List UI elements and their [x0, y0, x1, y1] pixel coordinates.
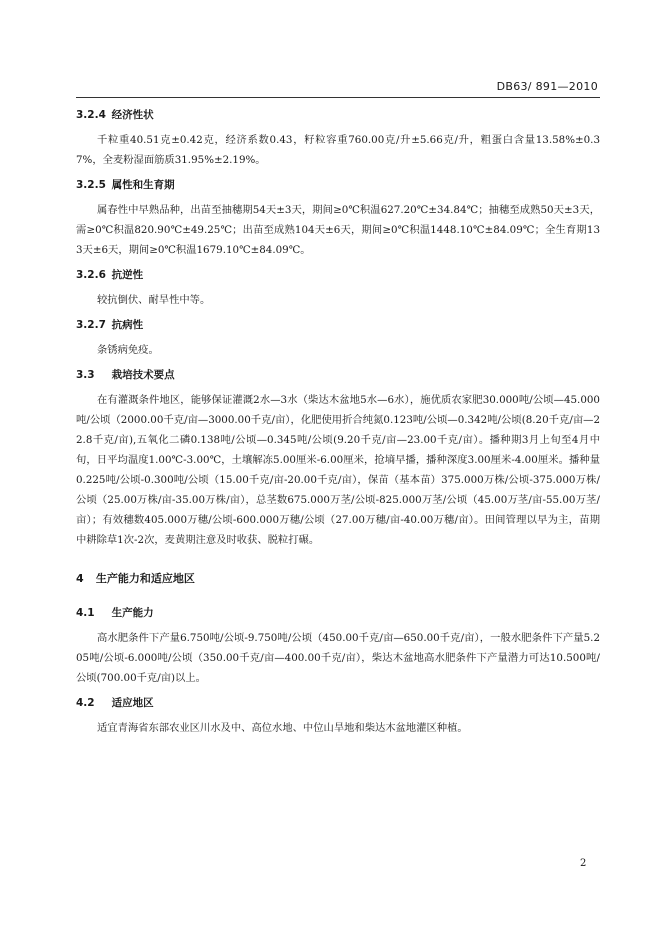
header-rule [76, 97, 600, 98]
heading-3-2-6: 3.2.6 抗逆性 [76, 269, 144, 281]
heading-4-2: 4.2 适应地区 [76, 697, 154, 709]
document-body [76, 106, 600, 738]
heading-3-2-7: 3.2.7 抗病性 [76, 319, 144, 331]
paragraph-cultivation: 在有灌溉条件地区，能够保证灌溉2水—3水（柴达木盆地5水—6水），施优质农家肥30.000吨/公顷—45.000吨/公顷（2000.00千克/亩—3000.00千克/亩），化肥使用折合纯氮0.123吨/公顷—0.342吨/公顷(8.20千克/亩—22.8千克/亩),五氧化二磷0.138吨/公顷—0.345吨/公顷(9.20千克/亩—23.00千克/亩）。播种期3月上旬至4月中旬，日平均温度1.00℃-3.00℃，土壤解冻5.00厘米-6.00厘米，抢墒早播，播种深度3.00厘米-4.00厘米。播种量0.225吨/公顷-0.300吨/公顷（15.00千克/亩-20.00千克/亩），保苗（基本苗）375.000万株/公顷-375.000万株/公顷（25.00万株/亩-35.00万株/亩），总茎数675.000万茎/公顷-825.000万茎/公顷（45.00万茎/亩-55.00万茎/亩）；有效穗数405.000万穗/公顷-600.000万穗/公顷（27.00万穗/亩-40.00万穗/亩）。田间管理以早为主，苗期中耕除草1次-2次，麦黄期注意及时收获、脱粒打碾。 [76, 394, 600, 546]
heading-3-3: 3.3 栽培技术要点 [76, 369, 175, 381]
heading-3-2-4: 3.2.4 经济性状 [76, 109, 154, 121]
paragraph-suitable-regions: 适宜青海省东部农业区川水及中、高位水地、中位山旱地和柴达木盆地灌区种植。 [97, 722, 468, 734]
paragraph-disease-resistance: 条锈病免疫。 [97, 344, 159, 356]
paragraph-economic-traits: 千粒重40.51克±0.42克，经济系数0.43，籽粒容重760.00克/升±5.66克/升，粗蛋白含量13.58%±0.37%，全麦粉湿面筋质31.95%±2.19%。 [76, 134, 600, 166]
heading-4-1: 4.1 生产能力 [76, 607, 154, 619]
paragraph-stress-resistance: 较抗倒伏、耐旱性中等。 [97, 294, 211, 306]
paragraph-production-capacity: 高水肥条件下产量6.750吨/公顷-9.750吨/公顷（450.00千克/亩—650.00千克/亩），一般水肥条件下产量5.205吨/公顷-6.000吨/公顷（350.00千克/亩—400.00千克/亩），柴达木盆地高水肥条件下产量潜力可达10.500吨/公顷(700.00千克/亩)以上。 [76, 632, 600, 684]
paragraph-growth-period: 属春性中早熟品种，出苗至抽穗期54天±3天，期间≥0℃积温627.20℃±34.84℃；抽穗至成熟50天±3天，需≥0℃积温820.90℃±49.25℃；出苗至成熟104天±6天，期间≥0℃积温1448.10℃±84.09℃；全生育期133天±6天，期间≥0℃积温1679.10℃±84.09℃。 [76, 204, 600, 256]
page-number: 2 [580, 858, 587, 869]
heading-4: 4 生产能力和适应地区 [76, 572, 195, 585]
document-code: DB63/ 891—2010 [496, 80, 598, 93]
heading-3-2-5: 3.2.5 属性和生育期 [76, 179, 175, 191]
